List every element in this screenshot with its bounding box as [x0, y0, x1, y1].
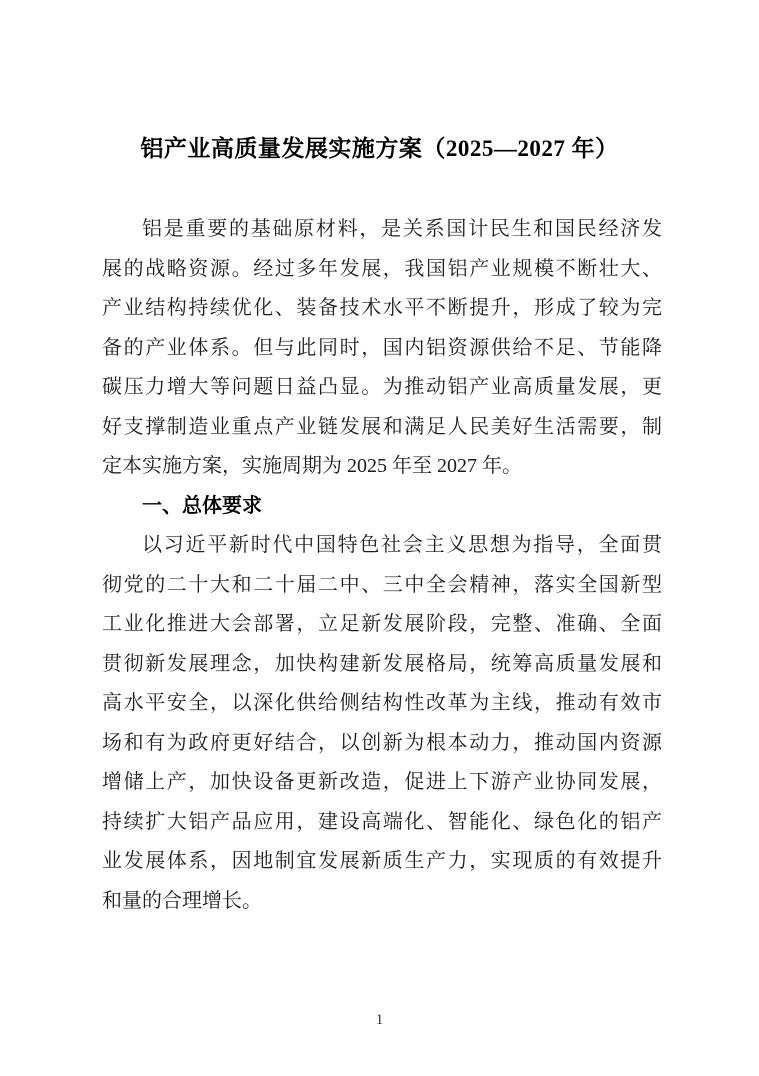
text-line: 以习近平新时代中国特色社会主义思想为指导，全面贯: [142, 534, 662, 556]
text-line: 好支撑制造业重点产业链发展和满足人民美好生活需要，制: [102, 415, 662, 438]
text-line: 持续扩大铝产品应用，建设高端化、智能化、绿色化的铝产: [102, 810, 662, 833]
text-line: 增储上产，加快设备更新改造，促进上下游产业协同发展，: [102, 771, 662, 793]
text-line: 碳压力增大等问题日益凸显。为推动铝产业高质量发展，更: [102, 376, 662, 398]
text-line: 业发展体系，因地制宜发展新质生产力，实现质的有效提升: [102, 850, 662, 872]
document-body: [102, 210, 662, 921]
text-line: 贯彻新发展理念，加快构建新发展格局，统筹高质量发展和: [102, 652, 662, 675]
text-line: 和量的合理增长。: [102, 889, 262, 912]
section-heading: 一、总体要求: [142, 494, 262, 517]
text-line: 铝是重要的基础原材料，是关系国计民生和国民经济发: [142, 218, 662, 240]
text-line: 彻党的二十大和二十届二中、三中全会精神，落实全国新型: [102, 573, 662, 596]
document-title: 铝产业高质量发展实施方案（2025—2027 年）: [140, 136, 619, 161]
text-line: 定本实施方案，实施周期为 2025 年至 2027 年。: [102, 455, 522, 477]
page-number: 1: [375, 1012, 384, 1028]
text-line: 展的战略资源。经过多年发展，我国铝产业规模不断壮大、: [102, 257, 662, 280]
text-line: 场和有为政府更好结合，以创新为根本动力，推动国内资源: [102, 731, 662, 754]
text-line: 备的产业体系。但与此同时，国内铝资源供给不足、节能降: [102, 336, 662, 359]
text-line: 高水平安全，以深化供给侧结构性改革为主线，推动有效市: [102, 692, 662, 714]
text-line: 工业化推进大会部署，立足新发展阶段，完整、准确、全面: [102, 613, 662, 635]
text-line: 产业结构持续优化、装备技术水平不断提升，形成了较为完: [102, 297, 662, 319]
